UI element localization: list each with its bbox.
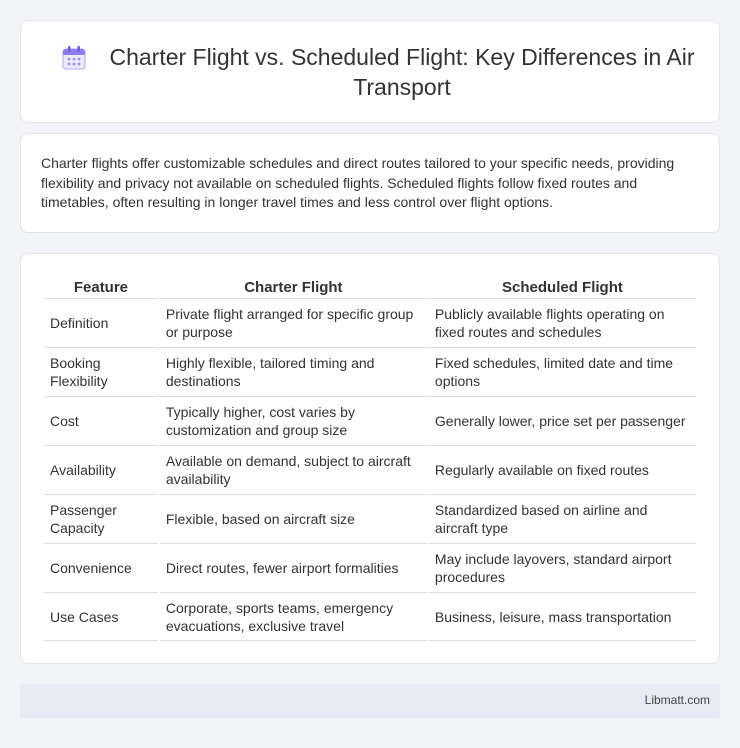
table-row [44,445,696,494]
charter-cell: Direct routes, fewer airport formalities [160,543,427,592]
scheduled-cell: Business, leisure, mass transportation [429,592,696,641]
intro-card [20,133,720,233]
feature-cell: Cost [44,396,158,445]
calendar-icon [61,45,87,71]
feature-cell: Use Cases [44,592,158,641]
column-header-charter: Charter Flight [244,279,343,296]
table-row [44,543,696,592]
table-row [44,592,696,641]
table-row [44,298,696,347]
footer-site-link[interactable]: Libmatt.com [644,693,710,707]
scheduled-cell: Generally lower, price set per passenger [429,396,696,445]
scheduled-cell: Standardized based on airline and aircraft type [429,494,696,543]
feature-cell: Convenience [44,543,158,592]
scheduled-cell: Publicly available flights operating on fixed routes and schedules [429,298,696,347]
charter-cell: Available on demand, subject to aircraft availability [160,445,427,494]
table-row [44,396,696,445]
feature-cell: Booking Flexibility [44,347,158,396]
intro-paragraph: Charter flights offer customizable schedules and direct routes tailored to your specific needs, providing flexibility and privacy not available on scheduled flights. Scheduled flights follow fixed routes and timetables, often resulting in longer travel times and less control over flight options. [41,155,675,210]
charter-cell: Flexible, based on aircraft size [160,494,427,543]
charter-cell: Private flight arranged for specific group or purpose [160,298,427,347]
charter-cell: Highly flexible, tailored timing and destinations [160,347,427,396]
charter-cell: Corporate, sports teams, emergency evacuations, exclusive travel [160,592,427,641]
column-header-scheduled: Scheduled Flight [502,279,623,296]
comparison-table [42,274,698,641]
scheduled-cell: May include layovers, standard airport procedures [429,543,696,592]
scheduled-cell: Fixed schedules, limited date and time options [429,347,696,396]
column-header-feature: Feature [73,279,129,296]
footer-bar [20,684,720,718]
feature-cell: Availability [44,445,158,494]
table-row [44,494,696,543]
table-row [44,347,696,396]
scheduled-cell: Regularly available on fixed routes [429,445,696,494]
title-card [20,20,720,123]
title-wrap [21,21,719,122]
charter-cell: Typically higher, cost varies by customization and group size [160,396,427,445]
feature-cell: Definition [44,298,158,347]
table-card [20,253,720,664]
page-title: Charter Flight vs. Scheduled Flight: Key Differences in Air Transport [109,43,695,100]
table-header-row [44,274,696,298]
feature-cell: Passenger Capacity [44,494,158,543]
